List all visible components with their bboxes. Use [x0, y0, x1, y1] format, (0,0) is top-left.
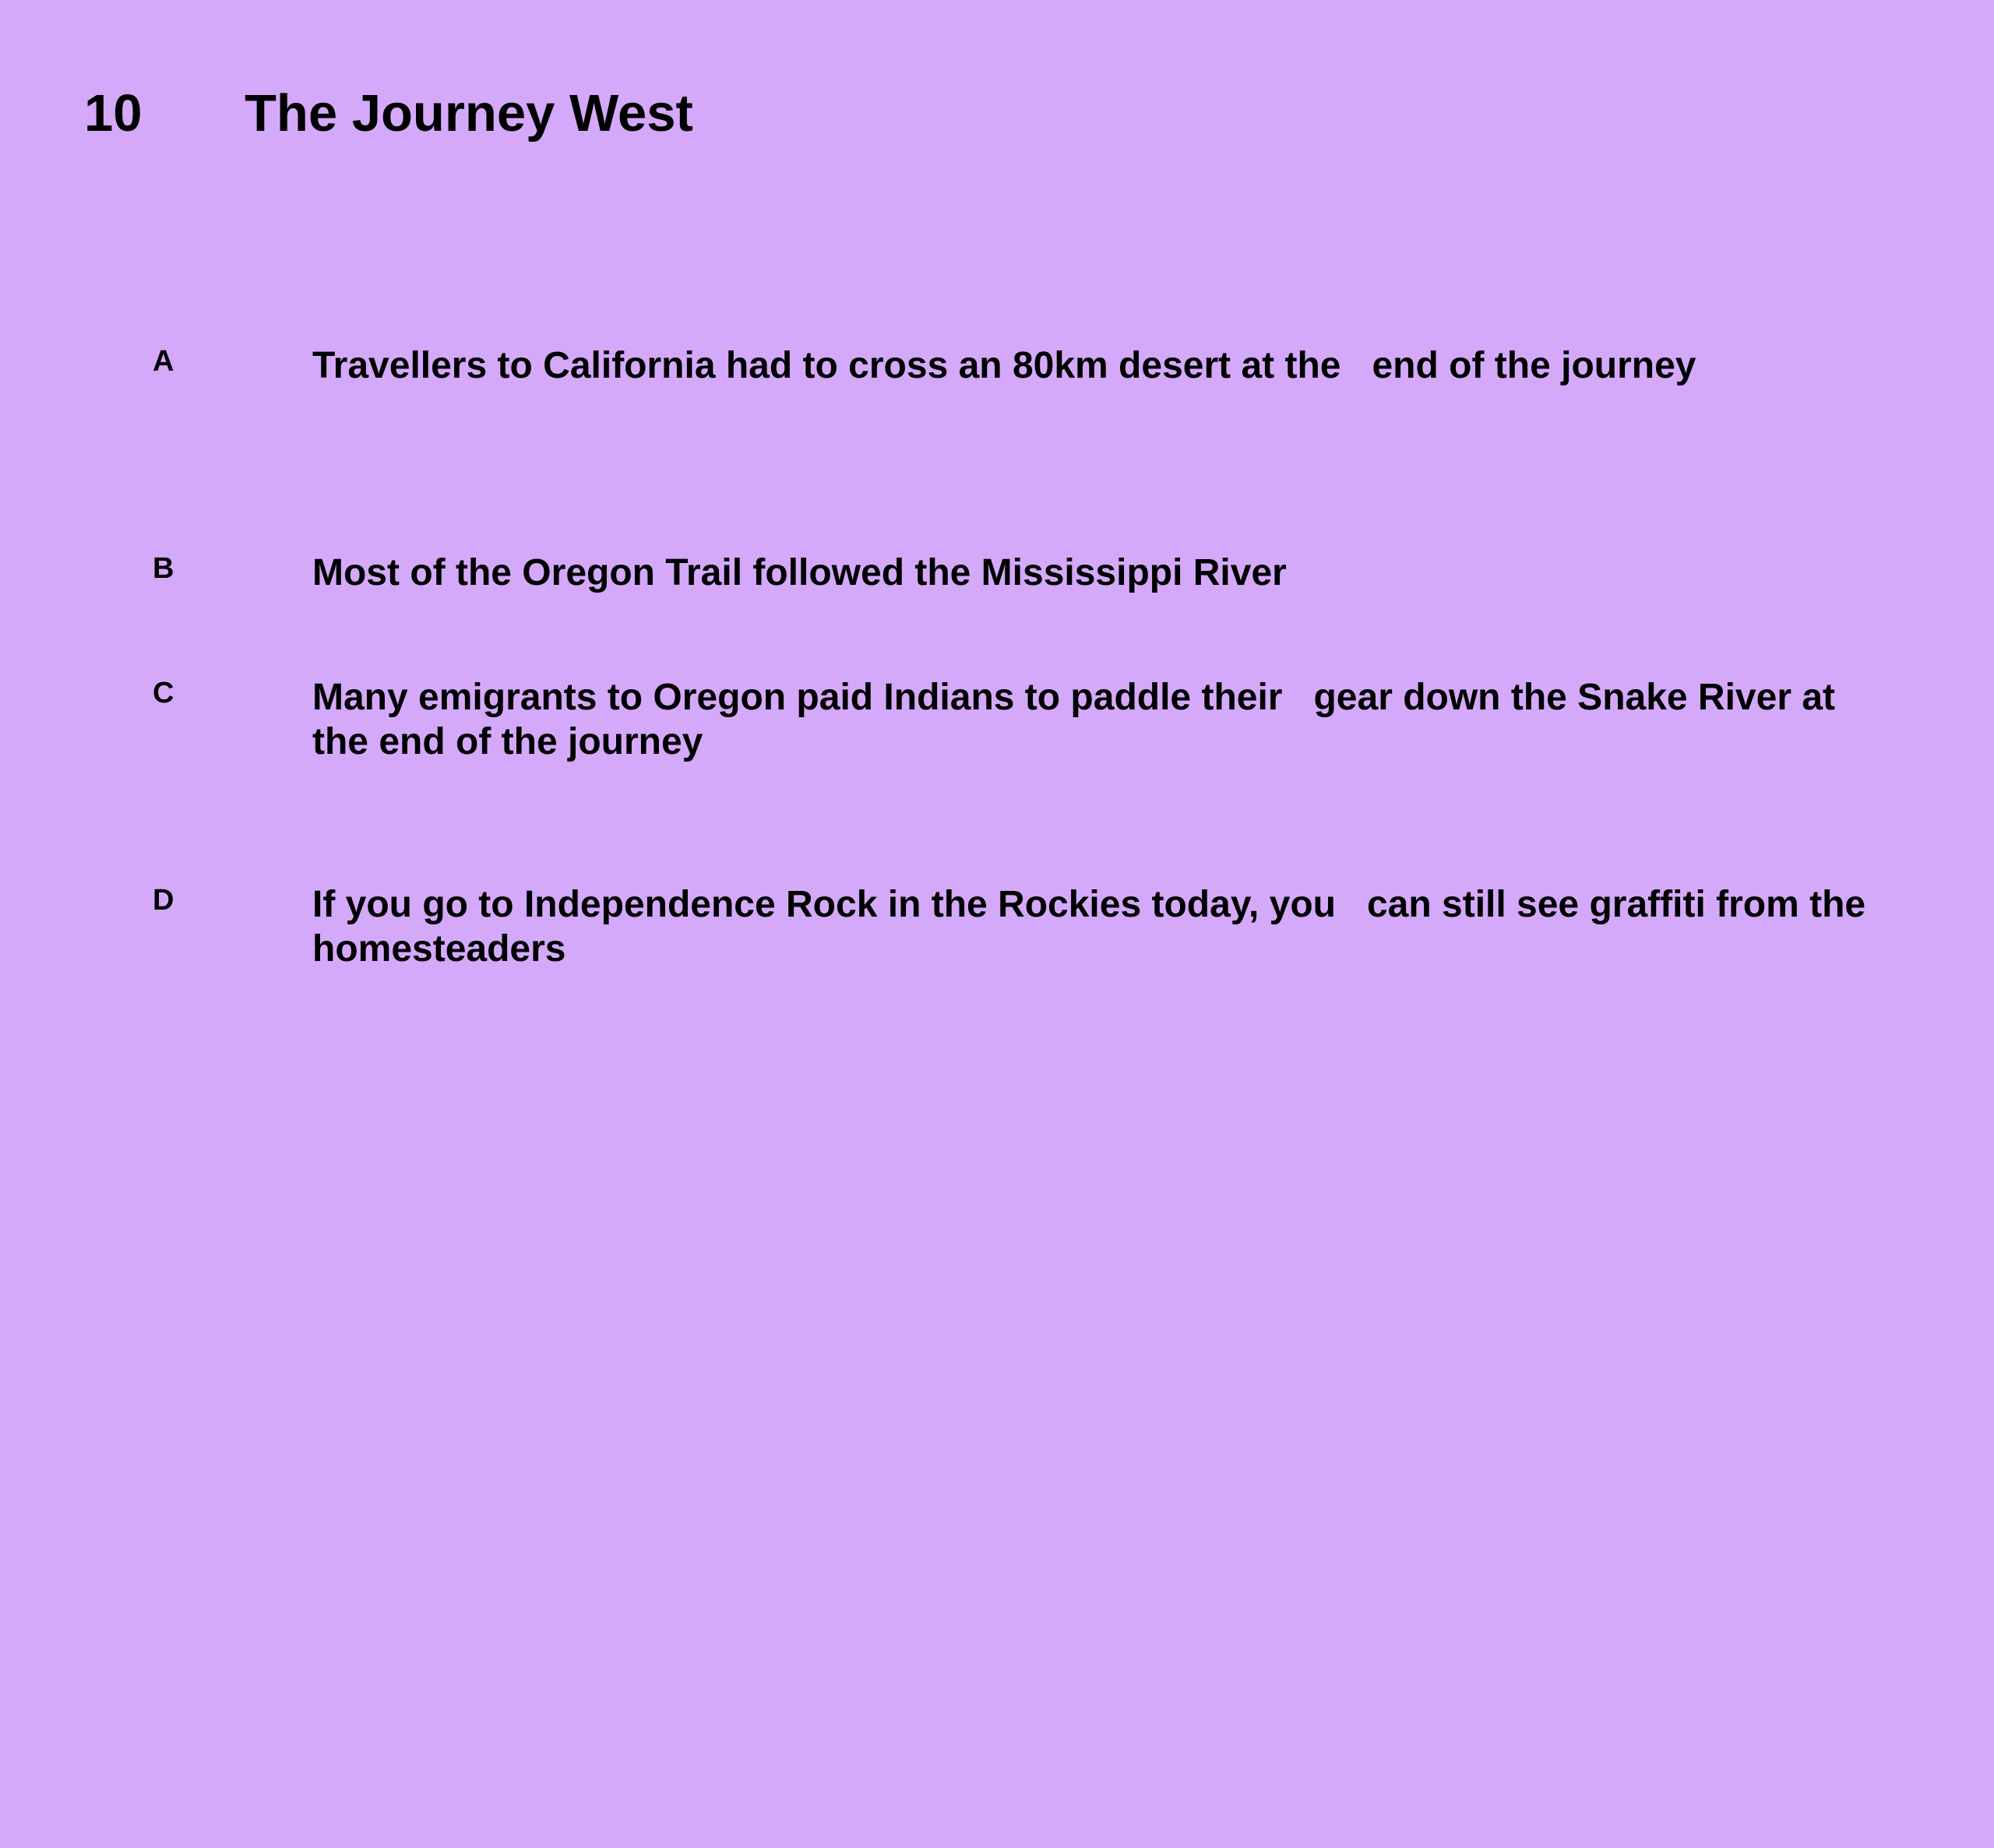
statement-letter: B — [153, 552, 174, 585]
statement-text: Most of the Oregon Trail followed the Mississippi River — [312, 552, 1287, 593]
statement-text: Many emigrants to Oregon paid Indians to paddle their gear down the Snake River at the end of the journey — [312, 677, 1846, 762]
question-number: 10 — [84, 84, 143, 143]
statement-text: If you go to Independence Rock in the Rockies today, you can still see graffiti from the homesteaders — [312, 884, 1876, 970]
statement-letter: A — [153, 345, 174, 378]
statement-letter: C — [153, 677, 174, 709]
page-title: The Journey West — [245, 84, 693, 143]
statement-letter: D — [153, 884, 174, 917]
statement-text: Travellers to California had to cross an 80km desert at the end of the journey — [312, 345, 1696, 386]
